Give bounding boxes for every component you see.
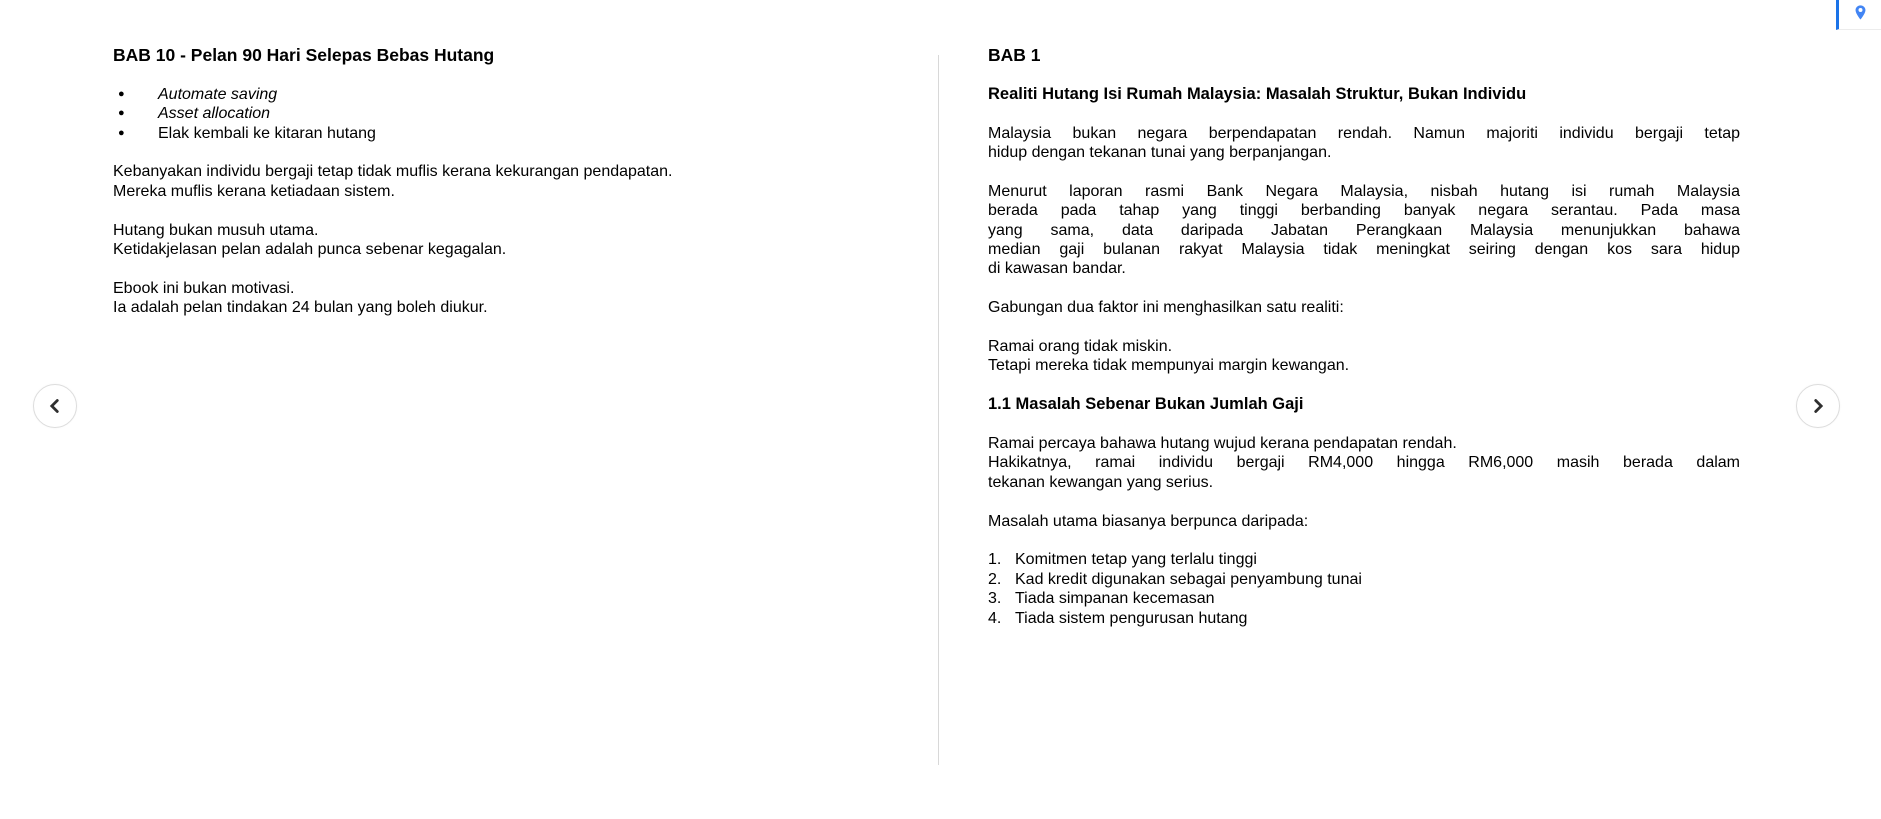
list-text: Kad kredit digunakan sebagai penyambung tunai <box>1015 570 1362 588</box>
chapter-title: BAB 1 <box>988 45 1041 65</box>
paragraph: Ebook ini bukan motivasi. Ia adalah pelan tindakan 24 bulan yang boleh diukur. <box>113 279 488 317</box>
list-text: Tiada simpanan kecemasan <box>1015 590 1215 608</box>
bullet-text: Asset allocation <box>158 105 271 123</box>
list-number: 1. <box>988 551 1002 569</box>
paragraph: Gabungan dua faktor ini menghasilkan satu realiti: <box>988 299 1344 317</box>
bullet-item <box>113 124 865 143</box>
bullet-icon: ● <box>118 107 125 120</box>
paragraph: Menurut laporan rasmi Bank Negara Malaysia, nisbah hutang isi rumah Malaysia berada pada tahap yang tinggi berbanding banyak negara serantau. Pada masa yang sama, data daripada Jabatan Perangkaan Malaysia menunjukkan bahawa median gaji bulanan rakyat Malaysia tidak meningkat seiring dengan kos sara hidup di kawasan bandar. <box>988 182 1740 278</box>
location-pin-icon <box>1852 4 1869 26</box>
page-right <box>988 46 1740 647</box>
bullet-item <box>113 104 865 123</box>
chevron-right-icon <box>1807 395 1829 417</box>
paragraph: Hutang bukan musuh utama. Ketidakjelasan pelan adalah punca sebenar kegagalan. <box>113 221 507 259</box>
list-text: Komitmen tetap yang terlalu tinggi <box>1015 551 1257 569</box>
page-left <box>113 46 865 337</box>
list-number: 4. <box>988 609 1002 627</box>
chapter-title: BAB 10 - Pelan 90 Hari Selepas Bebas Hutang <box>113 45 495 65</box>
section-heading: 1.1 Masalah Sebenar Bukan Jumlah Gaji <box>988 395 1304 414</box>
bullet-text: Elak kembali ke kitaran hutang <box>158 124 376 142</box>
bullet-text: Automate saving <box>158 85 278 103</box>
section-heading: Realiti Hutang Isi Rumah Malaysia: Masalah Struktur, Bukan Individu <box>988 84 1527 103</box>
prev-page-button[interactable] <box>33 384 77 428</box>
list-item <box>988 589 1740 608</box>
list-number: 3. <box>988 590 1002 608</box>
list-item <box>988 609 1740 628</box>
next-page-button[interactable] <box>1796 384 1840 428</box>
bullet-item <box>113 85 865 104</box>
paragraph: Kebanyakan individu bergaji tetap tidak muflis kerana kekurangan pendapatan. Mereka muflis kerana ketiadaan sistem. <box>113 163 673 200</box>
paragraph: Ramai percaya bahawa hutang wujud kerana pendapatan rendah. Hakikatnya, ramai individu bergaji RM4,000 hingga RM6,000 masih berada dalam tekanan kewangan yang serius. <box>988 435 1740 491</box>
list-item <box>988 550 1740 569</box>
paragraph: Masalah utama biasanya berpunca daripada: <box>988 512 1309 530</box>
location-pin-widget[interactable] <box>1836 0 1881 30</box>
paragraph: Malaysia bukan negara berpendapatan rendah. Namun majoriti individu bergaji tetap hidup dengan tekanan tunai yang berpanjangan. <box>988 124 1740 161</box>
paragraph: Ramai orang tidak miskin. Tetapi mereka tidak mempunyai margin kewangan. <box>988 338 1350 375</box>
list-number: 2. <box>988 570 1002 588</box>
list-item <box>988 570 1740 589</box>
bullet-list <box>113 85 865 143</box>
page-divider <box>938 55 939 765</box>
numbered-list <box>988 550 1740 628</box>
list-text: Tiada sistem pengurusan hutang <box>1015 609 1248 627</box>
bullet-icon: ● <box>118 126 125 139</box>
chevron-left-icon <box>44 395 66 417</box>
bullet-icon: ● <box>118 87 125 100</box>
